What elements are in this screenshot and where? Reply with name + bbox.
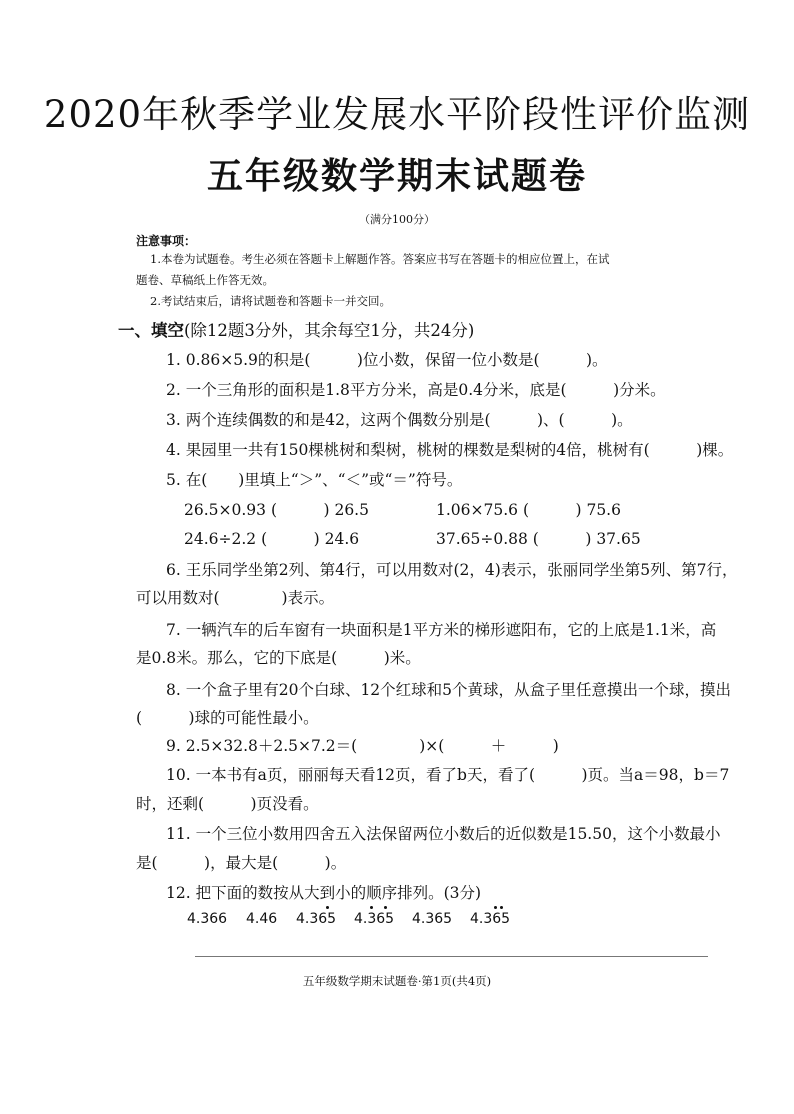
number-item: 4.46	[246, 911, 278, 927]
question-11: 11. 一个三位小数用四舍五入法保留两位小数后的近似数是15.50，这个小数最小	[166, 825, 721, 843]
question-6-cont: 可以用数对( )表示。	[136, 589, 335, 607]
question-5-item-d: 37.65÷0.88 ( ) 37.65	[436, 530, 641, 548]
repeating-dot	[384, 906, 387, 909]
question-3: 3. 两个连续偶数的和是42，这两个偶数分别是( )、( )。	[166, 411, 633, 429]
question-10-cont: 时，还剩( )页没看。	[136, 795, 319, 813]
repeating-dot	[370, 906, 373, 909]
question-10: 10. 一本书有a页，丽丽每天看12页，看了b天，看了( )页。当a＝98，b＝7	[166, 766, 730, 784]
question-11-cont: 是( )，最大是( )。	[136, 854, 347, 872]
question-5: 5. 在( )里填上“＞”、“＜”或“＝”符号。	[166, 471, 463, 489]
question-5-item-a: 26.5×0.93 ( ) 26.5	[184, 501, 369, 519]
repeating-dot	[326, 906, 329, 909]
question-7: 7. 一辆汽车的后车窗有一块面积是1平方米的梯形遮阳布，它的上底是1.1米，高	[166, 621, 717, 639]
number-item: 4.366	[187, 911, 228, 927]
repeating-dot	[494, 906, 497, 909]
note-line-1: 1.本卷为试题卷。考生必须在答题卡上解题作答。答案应书写在答题卡的相应位置上，在试	[150, 252, 610, 266]
number-item: 4.365	[470, 911, 511, 927]
number-item: 4.365	[354, 911, 395, 927]
question-8-cont: ( )球的可能性最小。	[136, 709, 319, 727]
question-12: 12. 把下面的数按从大到小的顺序排列。(3分)	[166, 884, 482, 902]
notes-heading: 注意事项：	[136, 234, 197, 248]
page-footer: 五年级数学期末试题卷·第1页(共4页)	[302, 974, 492, 988]
question-2: 2. 一个三角形的面积是1.8平方分米，高是0.4分米，底是( )分米。	[166, 381, 666, 399]
exam-title: 2020年秋季学业发展水平阶段性评价监测	[43, 93, 751, 136]
section-label: 一、填空	[118, 321, 184, 340]
question-7-cont: 是0.8米。那么，它的下底是( )米。	[136, 649, 421, 667]
number-item: 4.365	[412, 911, 453, 927]
question-9: 9. 2.5×32.8＋2.5×7.2＝( )×( ＋ )	[166, 737, 559, 755]
question-8: 8. 一个盒子里有20个白球、12个红球和5个黄球，从盒子里任意摸出一个球，摸出	[166, 681, 732, 699]
note-line-1-cont: 题卷、草稿纸上作答无效。	[136, 273, 274, 287]
note-line-2: 2.考试结束后，请将试题卷和答题卡一并交回。	[150, 294, 391, 308]
question-6: 6. 王乐同学坐第2列、第4行，可以用数对(2，4)表示，张丽同学坐第5列、第7行，	[166, 561, 738, 579]
section-description: (除12题3分外，其余每空1分，共24分)	[184, 321, 475, 340]
section-1-heading	[118, 317, 474, 341]
question-1: 1. 0.86×5.9的积是( )位小数，保留一位小数是( )。	[166, 351, 608, 369]
question-5-item-c: 24.6÷2.2 ( ) 24.6	[184, 530, 360, 548]
number-item: 4.365	[296, 911, 337, 927]
question-4: 4. 果园里一共有150棵桃树和梨树，桃树的棵数是梨树的4倍，桃树有( )棵。	[166, 441, 734, 459]
footer-divider	[195, 956, 708, 957]
exam-subtitle: 五年级数学期末试题卷	[206, 156, 587, 197]
full-score-note: （满分100分）	[359, 213, 435, 226]
repeating-dot	[500, 906, 503, 909]
question-5-item-b: 1.06×75.6 ( ) 75.6	[436, 501, 621, 519]
